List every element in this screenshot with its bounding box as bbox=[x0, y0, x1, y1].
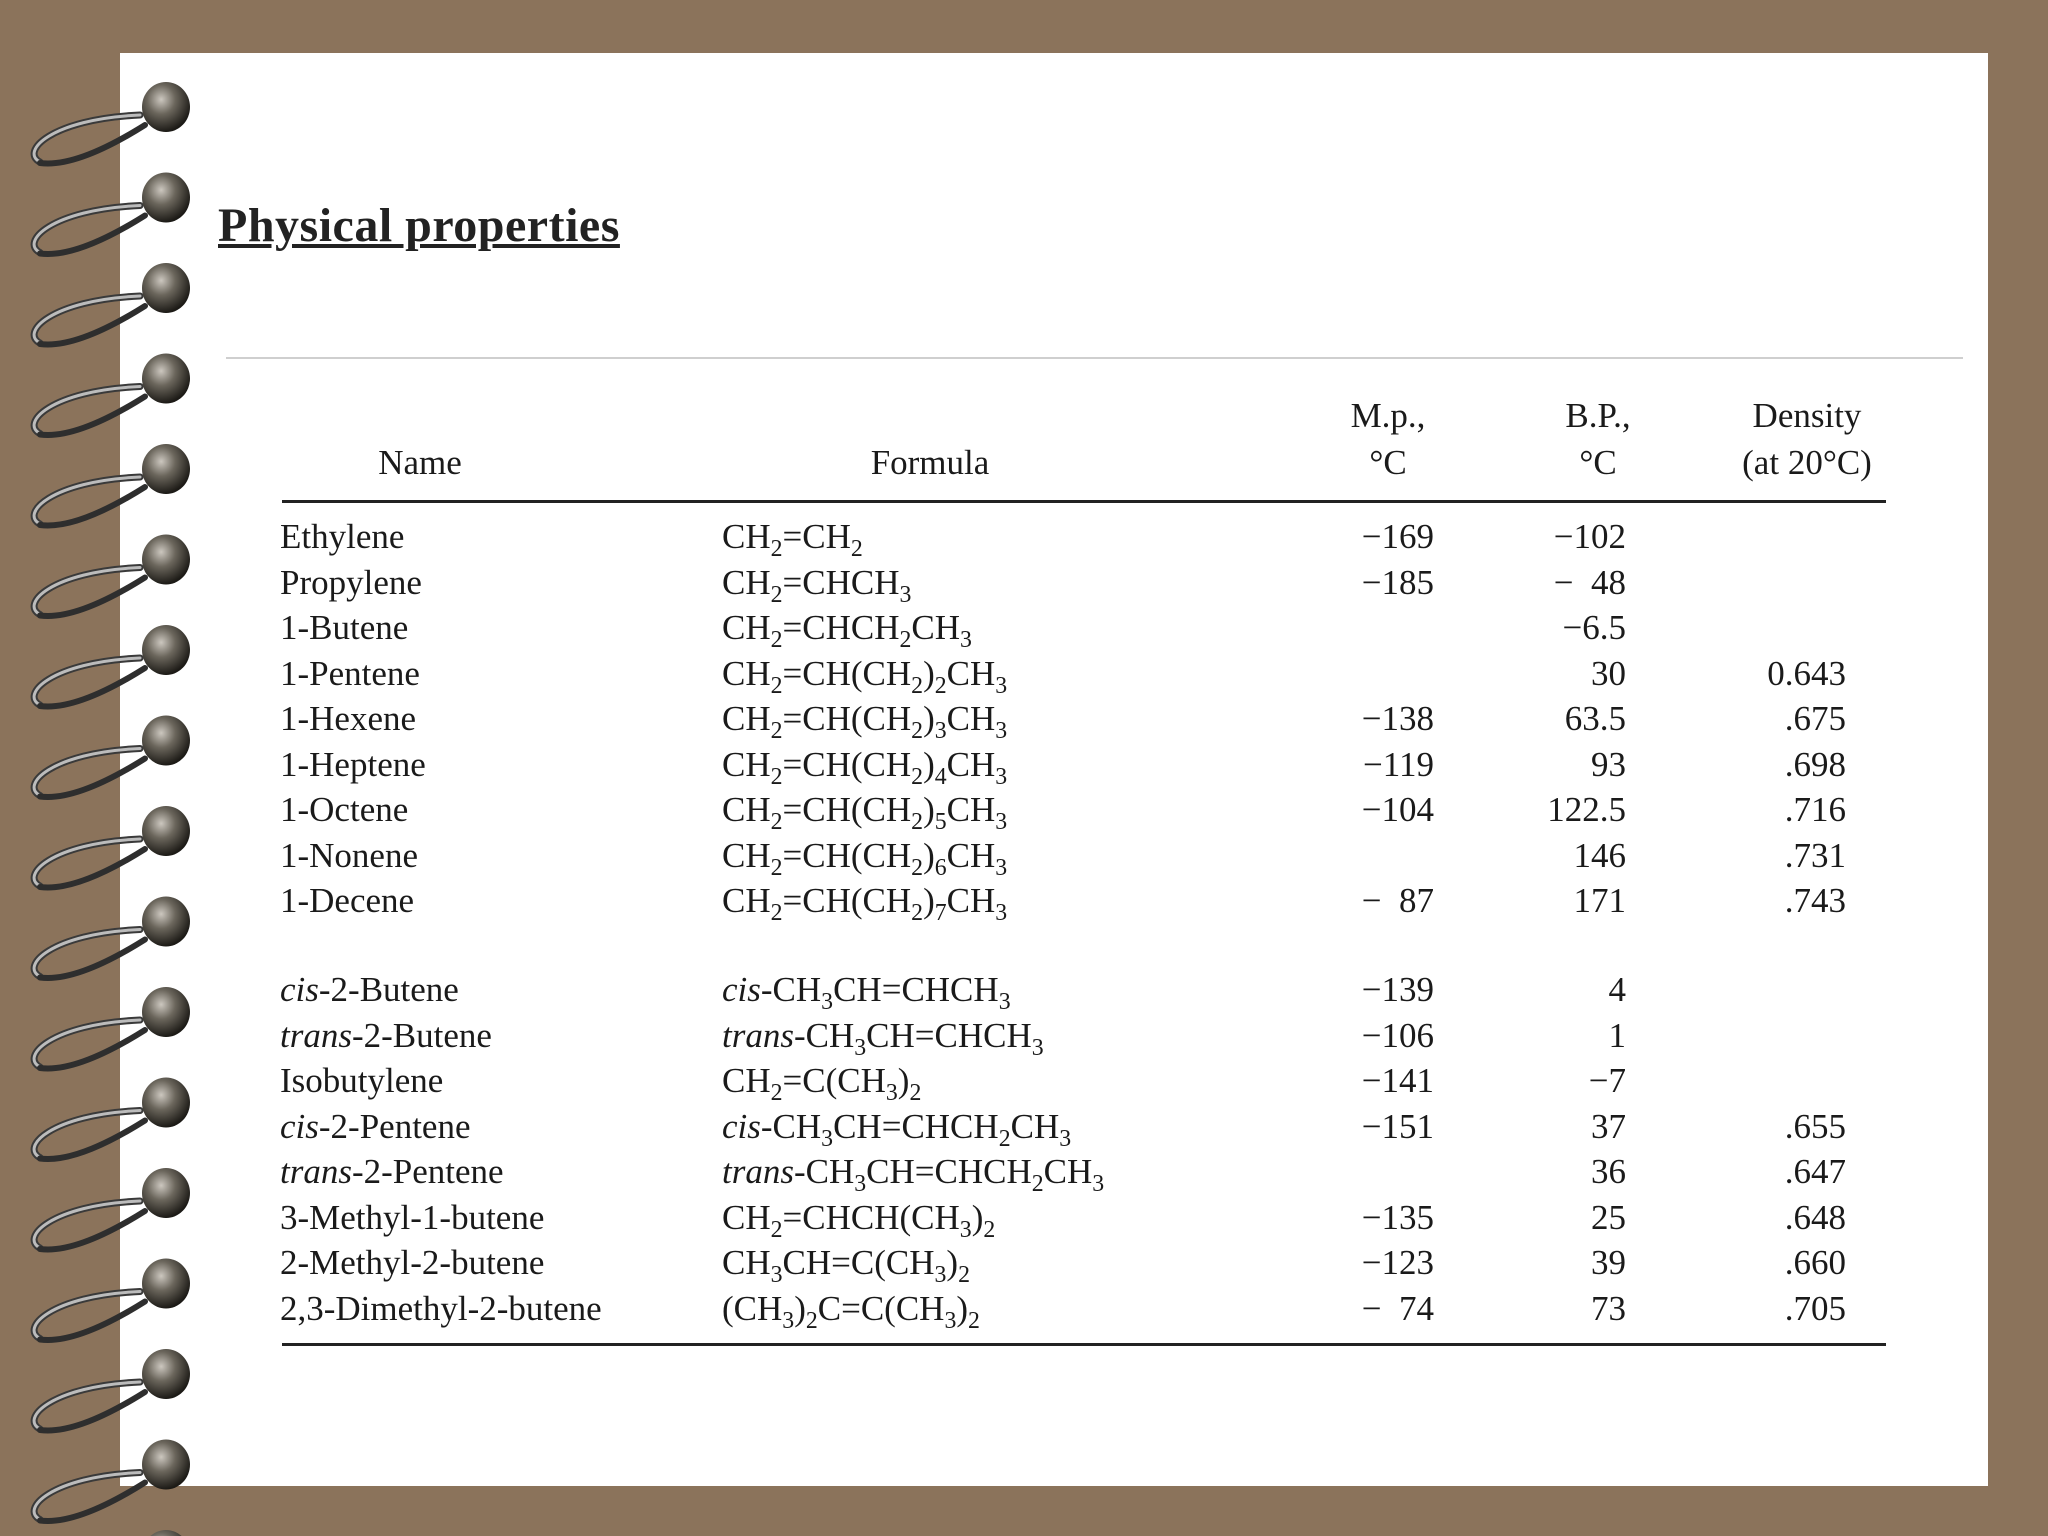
cell-density: .648 bbox=[1784, 1197, 1846, 1237]
cell-name: cis-2-Pentene bbox=[280, 1106, 471, 1146]
cell-melting-point: − 87 bbox=[1361, 881, 1434, 920]
cell-formula: $CH_2=C(CH_3)_2$ bbox=[722, 1061, 922, 1106]
cell-boiling-point: 25 bbox=[1591, 1197, 1626, 1237]
page-title: Physical properties bbox=[218, 199, 620, 252]
cell-density: .675 bbox=[1784, 699, 1846, 738]
cell-density: 0.643 bbox=[1767, 653, 1846, 693]
cell-boiling-point: 37 bbox=[1591, 1106, 1626, 1146]
cell-boiling-point: 30 bbox=[1591, 653, 1626, 693]
cell-boiling-point: 146 bbox=[1573, 835, 1626, 875]
cell-formula: trans-$CH_3CH=CHCH_2CH_3$ bbox=[722, 1152, 1105, 1197]
cell-density: .731 bbox=[1784, 835, 1846, 875]
header-mp-line1: M.p., bbox=[1350, 396, 1426, 435]
cell-formula: $CH_2=CH(CH_2)_4CH_3$ bbox=[722, 744, 1008, 790]
cell-formula: $CH_2=CHCH_2CH_3$ bbox=[722, 608, 972, 653]
cell-boiling-point: 93 bbox=[1591, 744, 1626, 784]
cell-name: trans-2-Butene bbox=[280, 1015, 492, 1055]
cell-name: 1-Octene bbox=[280, 790, 409, 829]
cell-formula: $CH_2=CH(CH_2)_2CH_3$ bbox=[722, 653, 1008, 699]
header-bp-line1: B.P., bbox=[1565, 396, 1631, 435]
cell-name: 1-Hexene bbox=[280, 699, 417, 738]
cell-boiling-point: −6.5 bbox=[1562, 608, 1626, 647]
header-name: Name bbox=[378, 443, 462, 482]
cell-name: 1-Decene bbox=[280, 881, 415, 920]
cell-name: trans-2-Pentene bbox=[280, 1152, 504, 1191]
cell-melting-point: −185 bbox=[1361, 562, 1434, 602]
cell-name: Isobutylene bbox=[280, 1061, 444, 1100]
cell-melting-point: −123 bbox=[1361, 1243, 1434, 1282]
cell-name: 1-Butene bbox=[280, 608, 409, 647]
cell-melting-point: −138 bbox=[1361, 699, 1434, 738]
cell-melting-point: −141 bbox=[1361, 1061, 1434, 1100]
cell-formula: $CH_2=CH(CH_2)_7CH_3$ bbox=[722, 881, 1008, 926]
cell-name: Ethylene bbox=[280, 517, 405, 556]
header-density-line2: (at 20°C) bbox=[1742, 443, 1872, 482]
cell-melting-point: −119 bbox=[1363, 744, 1434, 784]
cell-melting-point: −169 bbox=[1361, 517, 1434, 556]
cell-formula: trans-$CH_3CH=CHCH_3$ bbox=[722, 1015, 1044, 1061]
cell-density: .655 bbox=[1784, 1106, 1846, 1146]
cell-formula: $CH_2=CHCH(CH_3)_2$ bbox=[722, 1197, 996, 1243]
header-mp-line2: °C bbox=[1369, 443, 1407, 482]
cell-melting-point: −106 bbox=[1361, 1015, 1434, 1055]
cell-formula: cis-$CH_3CH=CHCH_3$ bbox=[722, 970, 1011, 1015]
cell-formula: $(CH_3)_2C=C(CH_3)_2$ bbox=[722, 1288, 980, 1334]
cell-boiling-point: − 48 bbox=[1553, 562, 1626, 602]
cell-formula: $CH_2=CH_2$ bbox=[722, 517, 863, 562]
header-bp-line2: °C bbox=[1579, 443, 1617, 482]
cell-boiling-point: 4 bbox=[1608, 970, 1626, 1009]
cell-density: .716 bbox=[1784, 790, 1846, 829]
cell-density: .698 bbox=[1784, 744, 1846, 784]
cell-name: 1-Nonene bbox=[280, 835, 419, 875]
cell-name: Propylene bbox=[280, 562, 422, 602]
cell-boiling-point: 171 bbox=[1573, 881, 1626, 920]
cell-density: .743 bbox=[1784, 881, 1846, 920]
cell-name: 2-Methyl-2-butene bbox=[280, 1243, 545, 1282]
cell-name: cis-2-Butene bbox=[280, 970, 459, 1009]
cell-formula: $CH_2=CH(CH_2)_5CH_3$ bbox=[722, 790, 1008, 835]
cell-formula: $CH_2=CH(CH_2)_6CH_3$ bbox=[722, 835, 1008, 881]
cell-boiling-point: 122.5 bbox=[1547, 790, 1626, 829]
cell-boiling-point: −7 bbox=[1588, 1061, 1626, 1100]
cell-boiling-point: 63.5 bbox=[1564, 699, 1626, 738]
header-density-line1: Density bbox=[1752, 396, 1862, 435]
cell-name: 2,3-Dimethyl-2-butene bbox=[280, 1288, 602, 1328]
cell-melting-point: −135 bbox=[1361, 1197, 1434, 1237]
cell-density: .660 bbox=[1784, 1243, 1846, 1282]
cell-formula: cis-$CH_3CH=CHCH_2CH_3$ bbox=[722, 1106, 1072, 1152]
cell-boiling-point: 39 bbox=[1591, 1243, 1626, 1282]
cell-melting-point: −151 bbox=[1361, 1106, 1434, 1146]
cell-name: 1-Pentene bbox=[280, 653, 420, 693]
cell-boiling-point: 1 bbox=[1608, 1015, 1626, 1055]
cell-formula: $CH_2=CHCH_3$ bbox=[722, 562, 912, 608]
table-header-rule bbox=[282, 500, 1886, 503]
cell-formula: $CH_3CH=C(CH_3)_2$ bbox=[722, 1243, 970, 1288]
cell-name: 3-Methyl-1-butene bbox=[280, 1197, 545, 1237]
cell-density: .705 bbox=[1784, 1288, 1846, 1328]
cell-boiling-point: 36 bbox=[1591, 1152, 1626, 1191]
table-bottom-rule bbox=[282, 1343, 1886, 1346]
cell-boiling-point: 73 bbox=[1591, 1288, 1626, 1328]
cell-formula: $CH_2=CH(CH_2)_3CH_3$ bbox=[722, 699, 1008, 744]
cell-melting-point: −104 bbox=[1361, 790, 1434, 829]
cell-boiling-point: −102 bbox=[1553, 517, 1626, 556]
cell-melting-point: − 74 bbox=[1361, 1288, 1434, 1328]
cell-name: 1-Heptene bbox=[280, 744, 426, 784]
header-formula: Formula bbox=[870, 443, 990, 482]
cell-density: .647 bbox=[1784, 1152, 1846, 1191]
cell-melting-point: −139 bbox=[1361, 970, 1434, 1009]
